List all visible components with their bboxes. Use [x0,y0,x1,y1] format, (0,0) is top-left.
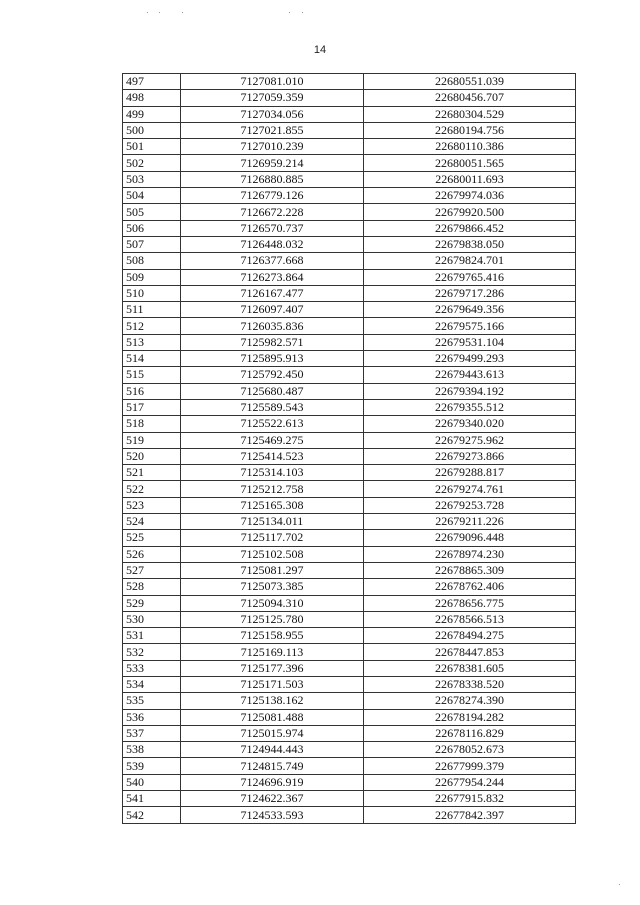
point-number-cell: 497 [123,74,181,90]
table-row [123,383,576,399]
table-row [123,660,576,676]
x-coordinate-cell: 7126672.228 [181,204,364,220]
table-row [123,351,576,367]
table-row [123,725,576,741]
point-number-cell: 511 [123,302,181,318]
point-number-cell: 510 [123,285,181,301]
point-number-cell: 540 [123,774,181,790]
table-row [123,774,576,790]
x-coordinate-cell: 7125212.758 [181,481,364,497]
x-coordinate-cell: 7125073.385 [181,579,364,595]
point-number-cell: 518 [123,416,181,432]
scan-speck [302,12,303,13]
x-coordinate-cell: 7126273.864 [181,269,364,285]
point-number-cell: 498 [123,90,181,106]
x-coordinate-cell: 7126035.836 [181,318,364,334]
y-coordinate-cell: 22679273.866 [364,448,576,464]
point-number-cell: 509 [123,269,181,285]
y-coordinate-cell: 22678052.673 [364,742,576,758]
point-number-cell: 503 [123,171,181,187]
point-number-cell: 504 [123,188,181,204]
y-coordinate-cell: 22679765.416 [364,269,576,285]
y-coordinate-cell: 22677842.397 [364,807,576,823]
x-coordinate-cell: 7126377.668 [181,253,364,269]
y-coordinate-cell: 22679838.050 [364,236,576,252]
table-row [123,236,576,252]
scan-speck [159,12,160,13]
point-number-cell: 524 [123,514,181,530]
table-row [123,188,576,204]
table-row [123,139,576,155]
point-number-cell: 526 [123,546,181,562]
point-number-cell: 520 [123,448,181,464]
x-coordinate-cell: 7125177.396 [181,660,364,676]
x-coordinate-cell: 7125081.297 [181,562,364,578]
x-coordinate-cell: 7125589.543 [181,399,364,415]
table-row [123,497,576,513]
table-row [123,399,576,415]
point-number-cell: 528 [123,579,181,595]
y-coordinate-cell: 22679575.166 [364,318,576,334]
x-coordinate-cell: 7125165.308 [181,497,364,513]
x-coordinate-cell: 7124944.443 [181,742,364,758]
x-coordinate-cell: 7127021.855 [181,122,364,138]
table-row [123,106,576,122]
y-coordinate-cell: 22680551.039 [364,74,576,90]
y-coordinate-cell: 22679531.104 [364,334,576,350]
table-row [123,481,576,497]
x-coordinate-cell: 7126167.477 [181,285,364,301]
x-coordinate-cell: 7124815.749 [181,758,364,774]
table-row [123,122,576,138]
y-coordinate-cell: 22678116.829 [364,725,576,741]
y-coordinate-cell: 22680011.693 [364,171,576,187]
scan-speck [182,12,183,13]
table-row [123,334,576,350]
y-coordinate-cell: 22678865.309 [364,562,576,578]
table-row [123,611,576,627]
x-coordinate-cell: 7125138.162 [181,693,364,709]
table-row [123,74,576,90]
scan-speck [147,12,148,13]
x-coordinate-cell: 7127081.010 [181,74,364,90]
table-row [123,514,576,530]
table-row [123,579,576,595]
table-row [123,367,576,383]
coordinate-table [122,73,576,824]
y-coordinate-cell: 22679824.701 [364,253,576,269]
y-coordinate-cell: 22679274.761 [364,481,576,497]
y-coordinate-cell: 22678274.390 [364,693,576,709]
table-row [123,432,576,448]
coordinate-table-body [123,74,576,824]
point-number-cell: 521 [123,465,181,481]
x-coordinate-cell: 7125117.702 [181,530,364,546]
x-coordinate-cell: 7125158.955 [181,628,364,644]
point-number-cell: 539 [123,758,181,774]
table-row [123,204,576,220]
table-row [123,465,576,481]
y-coordinate-cell: 22678381.605 [364,660,576,676]
table-row [123,155,576,171]
x-coordinate-cell: 7126097.407 [181,302,364,318]
y-coordinate-cell: 22679974.036 [364,188,576,204]
x-coordinate-cell: 7125895.913 [181,351,364,367]
x-coordinate-cell: 7125169.113 [181,644,364,660]
y-coordinate-cell: 22680194.756 [364,122,576,138]
y-coordinate-cell: 22680456.707 [364,90,576,106]
point-number-cell: 523 [123,497,181,513]
point-number-cell: 529 [123,595,181,611]
y-coordinate-cell: 22679394.192 [364,383,576,399]
point-number-cell: 532 [123,644,181,660]
table-row [123,253,576,269]
table-row [123,530,576,546]
x-coordinate-cell: 7125134.011 [181,514,364,530]
x-coordinate-cell: 7125081.488 [181,709,364,725]
point-number-cell: 505 [123,204,181,220]
point-number-cell: 514 [123,351,181,367]
table-row [123,416,576,432]
table-row [123,220,576,236]
x-coordinate-cell: 7125094.310 [181,595,364,611]
table-row [123,285,576,301]
x-coordinate-cell: 7126959.214 [181,155,364,171]
y-coordinate-cell: 22680304.529 [364,106,576,122]
y-coordinate-cell: 22679355.512 [364,399,576,415]
x-coordinate-cell: 7124533.593 [181,807,364,823]
x-coordinate-cell: 7125314.103 [181,465,364,481]
table-row [123,90,576,106]
y-coordinate-cell: 22679499.293 [364,351,576,367]
point-number-cell: 508 [123,253,181,269]
x-coordinate-cell: 7127034.056 [181,106,364,122]
x-coordinate-cell: 7125680.487 [181,383,364,399]
x-coordinate-cell: 7126448.032 [181,236,364,252]
point-number-cell: 507 [123,236,181,252]
table-row [123,562,576,578]
x-coordinate-cell: 7127010.239 [181,139,364,155]
table-row [123,742,576,758]
point-number-cell: 499 [123,106,181,122]
y-coordinate-cell: 22679866.452 [364,220,576,236]
y-coordinate-cell: 22678338.520 [364,676,576,692]
point-number-cell: 541 [123,791,181,807]
point-number-cell: 525 [123,530,181,546]
x-coordinate-cell: 7125522.613 [181,416,364,432]
point-number-cell: 538 [123,742,181,758]
point-number-cell: 519 [123,432,181,448]
point-number-cell: 522 [123,481,181,497]
x-coordinate-cell: 7126779.126 [181,188,364,204]
y-coordinate-cell: 22678494.275 [364,628,576,644]
table-row [123,546,576,562]
y-coordinate-cell: 22679211.226 [364,514,576,530]
x-coordinate-cell: 7125414.523 [181,448,364,464]
y-coordinate-cell: 22677999.379 [364,758,576,774]
y-coordinate-cell: 22678656.775 [364,595,576,611]
point-number-cell: 542 [123,807,181,823]
table-row [123,269,576,285]
page-number: 14 [313,44,327,56]
point-number-cell: 500 [123,122,181,138]
y-coordinate-cell: 22677954.244 [364,774,576,790]
point-number-cell: 516 [123,383,181,399]
y-coordinate-cell: 22680051.565 [364,155,576,171]
table-row [123,448,576,464]
y-coordinate-cell: 22679920.500 [364,204,576,220]
x-coordinate-cell: 7125171.503 [181,676,364,692]
table-row [123,644,576,660]
table-row [123,709,576,725]
x-coordinate-cell: 7126570.737 [181,220,364,236]
table-row [123,171,576,187]
point-number-cell: 533 [123,660,181,676]
point-number-cell: 506 [123,220,181,236]
y-coordinate-cell: 22679096.448 [364,530,576,546]
table-row [123,807,576,823]
point-number-cell: 502 [123,155,181,171]
y-coordinate-cell: 22679443.613 [364,367,576,383]
point-number-cell: 513 [123,334,181,350]
point-number-cell: 530 [123,611,181,627]
point-number-cell: 536 [123,709,181,725]
table-row [123,758,576,774]
table-row [123,595,576,611]
point-number-cell: 537 [123,725,181,741]
table-row [123,302,576,318]
x-coordinate-cell: 7125125.780 [181,611,364,627]
y-coordinate-cell: 22679275.962 [364,432,576,448]
x-coordinate-cell: 7125102.508 [181,546,364,562]
point-number-cell: 501 [123,139,181,155]
y-coordinate-cell: 22680110.386 [364,139,576,155]
x-coordinate-cell: 7126880.885 [181,171,364,187]
x-coordinate-cell: 7125792.450 [181,367,364,383]
point-number-cell: 531 [123,628,181,644]
point-number-cell: 535 [123,693,181,709]
point-number-cell: 527 [123,562,181,578]
y-coordinate-cell: 22677915.832 [364,791,576,807]
y-coordinate-cell: 22679288.817 [364,465,576,481]
table-row [123,676,576,692]
y-coordinate-cell: 22679649.356 [364,302,576,318]
point-number-cell: 512 [123,318,181,334]
y-coordinate-cell: 22678194.282 [364,709,576,725]
point-number-cell: 515 [123,367,181,383]
table-row [123,693,576,709]
y-coordinate-cell: 22678762.406 [364,579,576,595]
table-row [123,318,576,334]
x-coordinate-cell: 7124622.367 [181,791,364,807]
scan-speck [619,884,620,885]
table-row [123,628,576,644]
x-coordinate-cell: 7127059.359 [181,90,364,106]
x-coordinate-cell: 7125982.571 [181,334,364,350]
table-row [123,791,576,807]
y-coordinate-cell: 22678566.513 [364,611,576,627]
point-number-cell: 517 [123,399,181,415]
x-coordinate-cell: 7125015.974 [181,725,364,741]
y-coordinate-cell: 22679253.728 [364,497,576,513]
y-coordinate-cell: 22679340.020 [364,416,576,432]
y-coordinate-cell: 22678447.853 [364,644,576,660]
x-coordinate-cell: 7124696.919 [181,774,364,790]
y-coordinate-cell: 22678974.230 [364,546,576,562]
x-coordinate-cell: 7125469.275 [181,432,364,448]
scan-speck [289,12,290,13]
point-number-cell: 534 [123,676,181,692]
y-coordinate-cell: 22679717.286 [364,285,576,301]
